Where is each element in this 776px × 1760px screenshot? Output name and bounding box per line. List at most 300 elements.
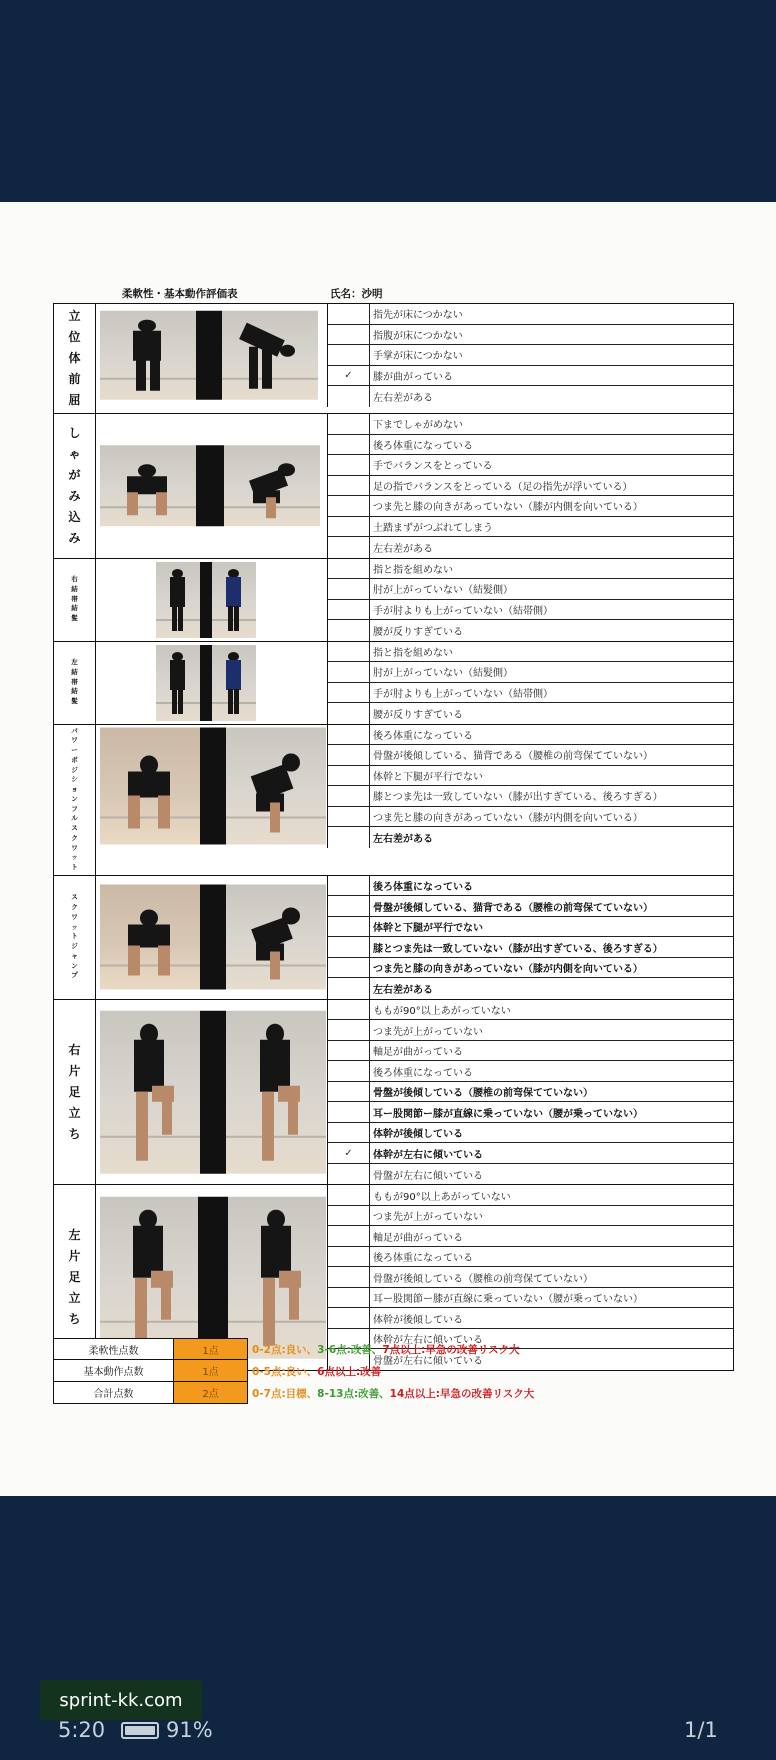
- battery-icon: [121, 1722, 159, 1739]
- criterion-text: つま先が上がっていない: [373, 1026, 483, 1038]
- section-label-char: 体: [68, 351, 81, 365]
- checklist-row: [328, 642, 733, 663]
- criterion-text: 土踏まずがつぶれてしまう: [373, 522, 493, 534]
- score-label: 柔軟性点数: [53, 1338, 174, 1360]
- criterion-text: 左右差がある: [373, 985, 433, 996]
- score-legend: [248, 1342, 520, 1357]
- exercise-photo: [100, 1196, 198, 1359]
- check-mark-cell[interactable]: [328, 978, 370, 999]
- exercise-photo: [226, 1011, 326, 1174]
- check-mark-cell[interactable]: [328, 476, 370, 496]
- photo-divider: [196, 445, 224, 527]
- check-mark-cell[interactable]: [328, 435, 370, 455]
- section-label-char: 右: [71, 575, 78, 584]
- document-page: [0, 202, 776, 1496]
- section-label-char: ッ: [71, 922, 78, 931]
- section-label-char: 帯: [71, 677, 78, 686]
- checklist-row: [328, 1102, 733, 1123]
- score-row: [53, 1360, 534, 1382]
- section-label-char: ス: [71, 824, 78, 832]
- check-mark-cell[interactable]: [328, 1020, 370, 1040]
- criterion-text: 骨盤が左右に傾いている: [373, 1356, 483, 1367]
- assessment-section: [54, 725, 733, 876]
- section-label-char: ッ: [71, 853, 78, 862]
- section-label: [54, 725, 96, 875]
- figure-silhouette: [133, 1226, 162, 1278]
- section-label-char: ン: [71, 961, 78, 970]
- check-mark-cell[interactable]: [328, 876, 370, 896]
- criterion-text: 膝が曲がっている: [373, 371, 453, 383]
- checklist-row: [328, 304, 733, 325]
- checklist-row: [328, 807, 733, 828]
- criterion-text: 骨盤が左右に傾いている: [373, 1170, 483, 1182]
- criterion-text: 左右差がある: [373, 833, 433, 845]
- criterion-text: 指先が床につかない: [373, 310, 463, 322]
- criterion-text: つま先が上がっていない: [373, 1212, 483, 1223]
- criterion-text: 耳ー股関節ー膝が直線に乗っていない（腰が乗っていない）: [373, 1108, 643, 1120]
- section-photos: [96, 642, 328, 724]
- check-mark-cell[interactable]: [328, 1267, 370, 1287]
- section-label-char: 片: [68, 1063, 81, 1078]
- check-mark-cell[interactable]: [328, 455, 370, 475]
- checklist-row: [328, 325, 733, 346]
- assessment-section: [54, 559, 733, 642]
- section-label-char: 前: [68, 372, 81, 386]
- section-photos: [96, 304, 328, 407]
- check-mark-cell[interactable]: [328, 827, 370, 848]
- checklist: [328, 642, 733, 724]
- viewer-top-band: [0, 0, 776, 202]
- figure-silhouette: [136, 359, 146, 391]
- section-label-char: ポ: [71, 755, 78, 764]
- checklist-row: [328, 958, 733, 979]
- exercise-photo: [224, 445, 320, 527]
- figure-silhouette: [228, 606, 233, 632]
- section-label: [54, 642, 96, 724]
- check-mark-cell[interactable]: [328, 1041, 370, 1061]
- section-label-char: し: [68, 425, 81, 440]
- section-label-char: 右: [68, 1042, 81, 1057]
- score-value: 1点: [174, 1338, 248, 1360]
- checklist-row: [328, 537, 733, 558]
- checklist-row: [328, 725, 733, 746]
- checklist-row: [328, 600, 733, 621]
- criterion-text: ももが90°以上あがっていない: [373, 1006, 511, 1017]
- photo-divider: [200, 645, 212, 721]
- checklist-row: [328, 745, 733, 766]
- battery-percent: 91%: [166, 1718, 213, 1742]
- check-mark-cell[interactable]: [328, 937, 370, 957]
- figure-silhouette: [226, 577, 241, 607]
- figure-silhouette: [158, 795, 170, 828]
- criterion-text: 軸足が曲がっている: [373, 1047, 463, 1058]
- section-label-char: ン: [71, 794, 78, 803]
- section-label-char: 立: [68, 1291, 81, 1305]
- criterion-text: 後ろ体重になっている: [373, 1253, 473, 1264]
- checklist-row: [328, 1226, 733, 1247]
- checklist-row: [328, 896, 733, 917]
- check-mark-cell[interactable]: [328, 1164, 370, 1185]
- section-label-char: 屈: [68, 393, 81, 407]
- exercise-photo: [100, 445, 196, 527]
- figure-silhouette: [178, 606, 183, 632]
- checklist-row: [328, 1143, 733, 1164]
- exercise-photo: [228, 1196, 326, 1359]
- section-label-char: 結: [71, 584, 78, 593]
- check-mark-cell[interactable]: [328, 537, 370, 558]
- check-mark-cell[interactable]: [328, 958, 370, 978]
- checklist-row: [328, 455, 733, 476]
- criterion-text: 軸足が曲がっている: [373, 1232, 463, 1244]
- exercise-photo: [226, 728, 326, 845]
- check-mark-cell[interactable]: [328, 642, 370, 662]
- figure-silhouette: [270, 802, 280, 832]
- check-mark-cell[interactable]: [328, 725, 370, 745]
- section-label: [54, 876, 96, 999]
- document-title: 柔軟性・基本動作評価表: [122, 288, 238, 300]
- section-photos: [96, 1000, 328, 1185]
- checklist-row: [328, 662, 733, 683]
- criterion-text: 体幹が後傾している: [373, 1314, 463, 1326]
- figure-silhouette: [172, 689, 177, 715]
- criterion-text: 腰が反りすぎている: [373, 709, 463, 721]
- exercise-photo: [100, 885, 200, 990]
- check-mark-cell[interactable]: [328, 1000, 370, 1020]
- section-label-char: 位: [68, 330, 81, 344]
- section-label-char: フ: [71, 804, 78, 813]
- checklist: [328, 559, 733, 641]
- checklist: [328, 876, 733, 999]
- criterion-text: 耳ー股関節ー膝が直線に乗っていない（腰が乗っていない）: [373, 1294, 643, 1305]
- criterion-text: 指と指を組めない: [373, 564, 453, 576]
- section-label-char: 帯: [71, 594, 78, 603]
- checklist: [328, 725, 733, 875]
- figure-silhouette: [234, 606, 239, 632]
- check-mark-cell[interactable]: [328, 1247, 370, 1267]
- score-legend: [248, 1386, 534, 1401]
- criterion-text: 手が肘よりも上がっていない（結帯側）: [373, 605, 553, 617]
- exercise-photo: [156, 562, 200, 638]
- photo-divider: [196, 311, 222, 400]
- criterion-text: 手掌が床につかない: [373, 351, 463, 363]
- score-value: 1点: [174, 1360, 248, 1382]
- section-label: [54, 304, 96, 413]
- evaluation-table: [53, 303, 734, 1371]
- section-label-char: ワ: [71, 843, 78, 852]
- criterion-text: 体幹と下腿が平行でない: [373, 923, 483, 934]
- check-mark-cell[interactable]: [328, 414, 370, 434]
- section-label-char: 髪: [71, 614, 78, 623]
- exercise-photo: [226, 885, 326, 990]
- check-mark-cell[interactable]: [328, 766, 370, 786]
- check-mark-cell[interactable]: [328, 807, 370, 827]
- figure-silhouette: [128, 946, 140, 975]
- section-label-char: ワ: [71, 912, 78, 921]
- criterion-text: 膝とつま先は一致していない（膝が出すぎている、後ろすぎる）: [373, 943, 663, 955]
- check-mark-cell[interactable]: [328, 745, 370, 765]
- checklist-row: [328, 786, 733, 807]
- check-mark-cell[interactable]: [328, 1226, 370, 1246]
- check-mark-cell[interactable]: ✓: [328, 1143, 370, 1163]
- section-label-char: 込: [68, 509, 81, 524]
- section-label: [54, 1000, 96, 1185]
- criterion-text: つま先と膝の向きがあっていない（膝が内側を向いている）: [373, 812, 643, 824]
- score-summary: [53, 1338, 534, 1404]
- figure-silhouette: [249, 346, 259, 388]
- check-mark-cell[interactable]: [328, 683, 370, 703]
- photo-divider: [200, 728, 226, 845]
- figure-silhouette: [289, 1281, 299, 1320]
- check-mark-cell[interactable]: [328, 896, 370, 916]
- figure-silhouette: [260, 1040, 290, 1092]
- checklist-row: [328, 1185, 733, 1206]
- check-mark-cell[interactable]: [328, 304, 370, 324]
- section-label-char: 足: [68, 1270, 81, 1284]
- section-label-char: 足: [68, 1084, 81, 1099]
- figure-silhouette: [133, 330, 162, 360]
- check-mark-cell[interactable]: [328, 1288, 370, 1308]
- exercise-photo: [212, 645, 256, 721]
- check-mark-cell[interactable]: [328, 496, 370, 516]
- figure-silhouette: [172, 606, 177, 632]
- check-mark-cell[interactable]: [328, 579, 370, 599]
- figure-silhouette: [128, 925, 170, 948]
- section-photos: [96, 725, 328, 848]
- checklist-row: [328, 386, 733, 407]
- criterion-text: 手が肘よりも上がっていない（結帯側）: [373, 688, 553, 700]
- figure-silhouette: [134, 1040, 164, 1092]
- figure-silhouette: [128, 795, 140, 828]
- checklist-row: [328, 435, 733, 456]
- checklist-row: [328, 366, 733, 387]
- section-label-char: 左: [68, 1228, 81, 1242]
- check-mark-cell[interactable]: [328, 1082, 370, 1102]
- legend-segment: 8-13点:改善、: [317, 1387, 390, 1400]
- criterion-text: 体幹が左右に傾いている: [373, 1335, 483, 1346]
- check-mark-cell[interactable]: ✓: [328, 366, 370, 386]
- assessment-section: [54, 642, 733, 725]
- check-mark-cell[interactable]: [328, 662, 370, 682]
- checklist-row: [328, 703, 733, 724]
- section-label-char: 立: [68, 309, 81, 323]
- exercise-photo: [222, 311, 318, 400]
- photo-divider: [200, 562, 212, 638]
- criterion-text: 指と指を組めない: [373, 647, 453, 659]
- legend-segment: 0-5点:良い、: [252, 1365, 318, 1378]
- checklist-row: [328, 917, 733, 938]
- figure-silhouette: [266, 497, 276, 518]
- checklist-row: [328, 517, 733, 538]
- figure-silhouette: [170, 577, 185, 607]
- checklist-row: [328, 1206, 733, 1227]
- criterion-text: 体幹が左右に傾いている: [373, 1149, 483, 1161]
- check-mark-cell[interactable]: [328, 600, 370, 620]
- checklist-row: [328, 1164, 733, 1185]
- check-mark-cell[interactable]: [328, 325, 370, 345]
- figure-silhouette: [288, 1095, 298, 1134]
- criterion-text: 骨盤が後傾している（腰椎の前弯保てていない）: [373, 1273, 593, 1285]
- section-label-char: ー: [71, 746, 78, 754]
- criterion-text: つま先と膝の向きがあっていない（膝が内側を向いている）: [373, 502, 643, 514]
- checklist-row: [328, 937, 733, 958]
- checklist-row: [328, 876, 733, 897]
- assessment-section: [54, 304, 733, 414]
- assessment-section: [54, 876, 733, 1000]
- exercise-photo: [100, 311, 196, 400]
- checklist-row: [328, 496, 733, 517]
- criterion-text: 肘が上がっていない（結髪側）: [373, 668, 513, 680]
- checklist-row: [328, 1000, 733, 1021]
- section-label-char: シ: [71, 775, 78, 784]
- figure-silhouette: [226, 660, 241, 690]
- criterion-text: 体幹が後傾している: [373, 1129, 463, 1140]
- section-photos: [96, 414, 328, 558]
- checklist-row: [328, 683, 733, 704]
- check-mark-cell[interactable]: [328, 345, 370, 365]
- criterion-text: ももが90°以上あがっていない: [373, 1191, 511, 1203]
- checklist: [328, 414, 733, 558]
- criterion-text: 膝とつま先は一致していない（膝が出すぎている、後ろすぎる）: [373, 792, 663, 804]
- student-name: 氏名：沙明: [330, 288, 383, 300]
- section-label-char: ク: [71, 903, 78, 912]
- criterion-text: 指腹が床につかない: [373, 330, 463, 342]
- checklist-row: [328, 620, 733, 641]
- check-mark-cell[interactable]: [328, 786, 370, 806]
- criterion-text: つま先と膝の向きがあっていない（膝が内側を向いている）: [373, 964, 643, 975]
- figure-silhouette: [263, 1278, 275, 1346]
- section-label-char: ち: [68, 1126, 81, 1141]
- figure-silhouette: [156, 492, 168, 515]
- legend-segment: 14点以上:早急の改善リスク大: [389, 1387, 535, 1400]
- section-label-char: ワ: [71, 736, 78, 745]
- section-label-char: 左: [71, 658, 78, 667]
- criterion-text: 肘が上がっていない（結髪側）: [373, 585, 513, 597]
- legend-segment: 7点以上:早急の改善リスク大: [382, 1343, 520, 1356]
- viewer-bottom-band: [0, 1496, 776, 1760]
- check-mark-cell[interactable]: [328, 1206, 370, 1226]
- check-mark-cell[interactable]: [328, 1061, 370, 1081]
- check-mark-cell[interactable]: [328, 386, 370, 407]
- score-row: [53, 1338, 534, 1360]
- checklist-row: [328, 1308, 733, 1329]
- photo-divider: [200, 1011, 226, 1174]
- checklist-row: [328, 345, 733, 366]
- check-mark-cell[interactable]: [328, 620, 370, 641]
- section-label-char: 髪: [71, 697, 78, 706]
- check-mark-cell[interactable]: [328, 917, 370, 937]
- figure-silhouette: [127, 492, 139, 515]
- section-label: [54, 414, 96, 558]
- section-label-char: ち: [68, 1312, 81, 1326]
- score-row: [53, 1382, 534, 1404]
- criterion-text: 後ろ体重になっている: [373, 882, 473, 893]
- section-label-char: 片: [68, 1249, 81, 1263]
- checklist-row: [328, 559, 733, 580]
- checklist-row: [328, 1082, 733, 1103]
- section-label-char: パ: [71, 726, 78, 735]
- check-mark-cell[interactable]: [328, 1102, 370, 1122]
- check-mark-cell[interactable]: [328, 559, 370, 579]
- check-mark-cell[interactable]: [328, 517, 370, 537]
- figure-silhouette: [262, 346, 272, 388]
- figure-silhouette: [170, 660, 185, 690]
- section-label-char: 立: [68, 1105, 81, 1120]
- check-mark-cell[interactable]: [328, 1123, 370, 1143]
- watermark-logo: sprint-kk.com: [40, 1680, 202, 1720]
- checklist-row: [328, 414, 733, 435]
- exercise-photo: [100, 1011, 200, 1174]
- score-label: 合計点数: [53, 1382, 174, 1404]
- section-label-char: ト: [71, 932, 78, 941]
- section-label-char: み: [68, 488, 81, 503]
- criterion-text: 後ろ体重になっている: [373, 730, 473, 742]
- section-label-char: が: [68, 467, 81, 482]
- criterion-text: 骨盤が後傾している、猫背である（腰椎の前弯保てていない）: [373, 902, 653, 914]
- figure-silhouette: [178, 689, 183, 715]
- criterion-text: 下までしゃがめない: [373, 420, 463, 432]
- exercise-photo: [212, 562, 256, 638]
- criterion-text: 手でバランスをとっている: [373, 461, 493, 473]
- section-photos: [96, 559, 328, 641]
- assessment-section: [54, 1000, 733, 1186]
- section-label-char: ゃ: [68, 446, 81, 461]
- figure-silhouette: [158, 946, 170, 975]
- checklist-row: [328, 1288, 733, 1309]
- legend-segment: 0-2点:良い、: [252, 1343, 318, 1356]
- criterion-text: 後ろ体重になっている: [373, 440, 473, 452]
- figure-silhouette: [262, 1092, 274, 1160]
- checklist-row: [328, 476, 733, 497]
- checklist-row: [328, 1061, 733, 1082]
- section-label-char: ル: [71, 814, 78, 823]
- figure-silhouette: [261, 1226, 290, 1278]
- section-label-char: ャ: [71, 951, 78, 960]
- section-label-char: ス: [71, 893, 78, 902]
- figure-silhouette: [161, 1281, 171, 1320]
- section-label-char: ク: [71, 833, 78, 842]
- photo-divider: [198, 1196, 228, 1359]
- figure-silhouette: [162, 1095, 172, 1134]
- checklist-row: [328, 1041, 733, 1062]
- section-photos: [96, 876, 328, 999]
- criterion-text: 左右差がある: [373, 543, 433, 555]
- criterion-text: 体幹と下腿が平行でない: [373, 771, 483, 783]
- figure-silhouette: [150, 359, 160, 391]
- checklist-row: [328, 766, 733, 787]
- figure-silhouette: [136, 1092, 148, 1160]
- checklist: [328, 1000, 733, 1185]
- criterion-text: 後ろ体重になっている: [373, 1067, 473, 1079]
- figure-silhouette: [127, 476, 167, 494]
- legend-segment: 0-7点:目標、: [252, 1387, 318, 1400]
- exercise-photo: [100, 728, 200, 845]
- legend-segment: 3-6点:改善、: [317, 1343, 383, 1356]
- section-label-char: 結: [71, 604, 78, 613]
- criterion-text: 骨盤が後傾している（腰椎の前弯保てていない）: [373, 1088, 593, 1099]
- check-mark-cell[interactable]: [328, 1185, 370, 1205]
- checklist-row: [328, 978, 733, 999]
- assessment-section: [54, 414, 733, 559]
- section-label-char: ジ: [71, 942, 78, 951]
- checklist: [328, 304, 733, 413]
- check-mark-cell[interactable]: [328, 1308, 370, 1328]
- check-mark-cell[interactable]: [328, 703, 370, 724]
- section-label-char: ョ: [71, 785, 78, 793]
- section-label-char: ジ: [71, 765, 78, 774]
- status-time: 5:20: [58, 1718, 106, 1742]
- figure-silhouette: [234, 689, 239, 715]
- section-label-char: プ: [71, 971, 78, 980]
